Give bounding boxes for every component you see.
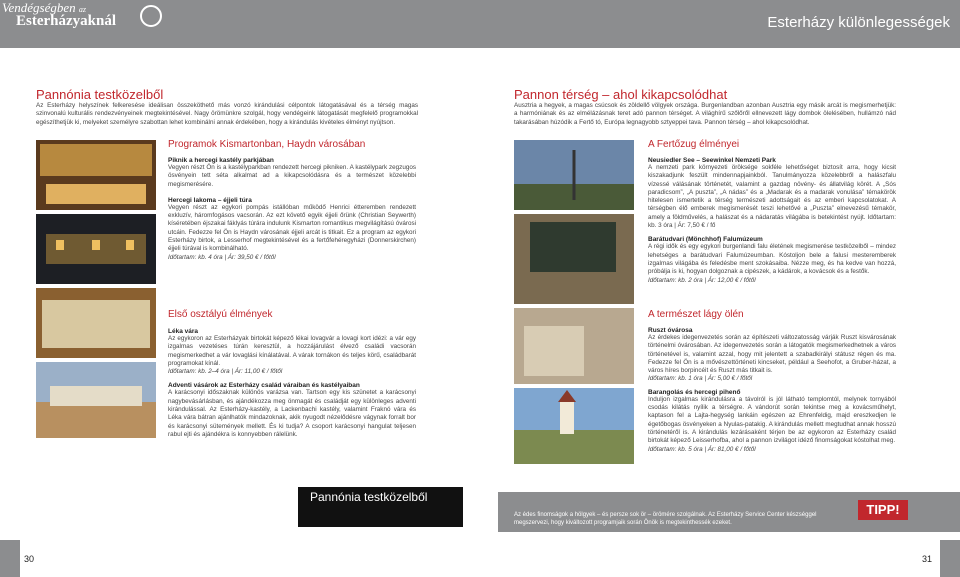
right-item4-text: Induljon izgalmas kirándulásra a távolról is jól látható templomtól, melynek tornyából csodás kilátás nyílik a térségre. A vándorút során tekintse meg a kovácsműhelyt, kaptason fel a Lajta-hegység lankáin egészen az Ehrenfeldig, majd ereszkedjen le égetőbogas ösvényeken a Nyulas-patakig. A kirándulás mellett megtudhat annak hosszú történetéről is. A kirándulás lezárásaként térjen be az egykoron az Esterházy család birtokát képező Leisserhofba, ahol a pannon izvilágot idéző finomságokat kóstolhat meg. bbox=[648, 395, 896, 445]
right-item3-text: Az érdekes idegenvezetés során az építészeti változatosság várják Ruszt kisvárosának történelmi óvárosában. Az idegenvezetés során a látogatók megismerkedhetnek a város történetével is, valamint azzal, hogy mit jelentett a szabadkirályi státusz régen és ma. Fedezze fel Ön is a mővészettörténeti kincseket, például a Seehofot, a Gruber-házat, a város híres borpincéit és Ruszt más titkait is. bbox=[648, 334, 896, 375]
logo-line1-small: az bbox=[78, 5, 87, 14]
footer-tip-text: Az édes finomságok a hölgyek – és persze sok ör – örömére szolgálnak. Az Esterházy Service Center készséggel megszervezi, hogy kiváltozott programjaik során Önök is megtekinthessék ezeket. bbox=[514, 512, 817, 526]
right-item1-title: Neusiedler See – Seewinkel Nemzeti Park bbox=[648, 157, 776, 164]
right-item3-title: Ruszt óvárosa bbox=[648, 327, 693, 334]
page-number-right: 31 bbox=[922, 554, 933, 564]
left-column-block1 bbox=[168, 153, 416, 262]
left-heading: Pannónia testközelből bbox=[36, 87, 164, 102]
left-item4-text: A karácsonyi időszaknak különös varázsa van. Tartson egy kis szünetet a karácsonyi nagybevásárlásban, és ajándékozza meg önmagát és családját egy különleges adventi kirándulással. Az Esterházy-kastély, a Lackenbachi kastély, valamint Fraknó vára és Léka vára bátran ajánlhatók mindazoknak, akik nyugodt nézelődésre vágynak forralt bor és karácsonyi sütemények mellett. És ki tudja? A csoport karácsonyi hangulat teljesen rabul ejti és ajándékra is konnyebben rálelünk. bbox=[168, 389, 416, 438]
logo-line2: Esterházyaknál bbox=[16, 13, 117, 29]
right-item4-meta: Időtartam: kb. 5 óra | Ár: 81,00 € / főtől bbox=[648, 445, 756, 453]
left-photo-column bbox=[36, 140, 156, 448]
left-item2-text: Vegyen részt az egykori pompás istállóban működő Henrici étteremben rendezett exkluzív, háromfogásos vacsorán. Az ezt követő egyik éjjeli őrünk (Christian Seywerth) kíséretében éjszakai fáklyás túrára indulunk Kismarton romantikus megvilágítású óvárosi utcáin. Fedezze fel Ön is Haydn városának éjjeli arcát is titkait. Ez a program az egykori Esterházy birtok, a Lesserhof megtekintésével és a fertőfehéregyházi (Donnerskirchen) éjjeli túrával is kombinálható. bbox=[168, 203, 416, 253]
right-column-block1 bbox=[648, 153, 896, 285]
left-item4-title: Adventi vásárok az Esterházy család váraiban és kastélyaiban bbox=[168, 382, 360, 390]
header-title: Esterházy különlegességek bbox=[767, 14, 950, 31]
left-sub2: Első osztályú élmények bbox=[168, 309, 273, 320]
left-item3-title: Léka vára bbox=[168, 328, 198, 335]
logo-emblem-icon bbox=[140, 5, 162, 27]
left-item1-text: Vegyen részt Ön is a kastélyparkban rendezett hercegi pikniken. A kastélypark zegzugos ösvényein tett séta alkalmat ad a kikapcsolódásra és a természet közelebbi megismerésére. bbox=[168, 164, 416, 188]
right-photo-column bbox=[514, 140, 634, 464]
right-sub2: A természet lágy ölén bbox=[648, 309, 744, 320]
page-bar-right bbox=[940, 540, 960, 577]
left-item2-title: Hercegi lakoma – éjjeli túra bbox=[168, 196, 252, 204]
right-item2-text: A régi idők és egy egykori burgenlandi falu életének megismerése testközelből – mindez lehetséges a barátudvari Falumúzeumban. Kóstoljon bele a falusi mesteremberek izgalmas világába és feledésbe ment szokásaiba. Nézze meg, és ha kedve van hozzá, próbálja is ki, hogyan dolgoznak a cipészek, a kádárok, a kovácsok és a festők. bbox=[648, 243, 896, 276]
tip-badge: TIPP! bbox=[858, 500, 908, 520]
right-intro: Ausztria a hegyek, a magas csúcsok és zöldellő völgyek országa. Burgenlandban azonban Ausztria egy másik arcát is megismerhetjük: a harmóniának és az elmélázásnak teret adó pannon térséget. A világhírű szőlőről ellnevezett lágy dombok ölelésében, hullámzó nád takarásában húzódik a Fertő tó, Európa legnagyobb sztyeppei tava. Pannon térség – ahol kikapcsolódhat. bbox=[514, 102, 896, 126]
logo-line1: Vendégségben bbox=[2, 0, 76, 15]
left-item3-text: Az egykoron az Esterházyak birtokát képező lékai lovagvár a lovagi kort idézi: a vár egy izgalmas vezetéses túrán keresztül, a hozzájárulást élvező családi vacsorán megismerkedhet a vár lovaglási kínálatával. A várak tornákon és teljes körű, családbarát programokat kínál. bbox=[168, 335, 416, 367]
right-item2-meta: Időtartam: kb. 2 óra | Ár: 12,00 € / főtől bbox=[648, 276, 756, 284]
right-column-block2 bbox=[648, 323, 896, 454]
right-heading: Pannon térség – ahol kikapcsolódhat bbox=[514, 87, 728, 102]
left-item2-meta: Időtartam: kb. 4 óra | Ár: 39,50 € / főtől bbox=[168, 253, 276, 261]
left-intro: Az Esterházy helyszínek felkeresése ideálisan összeköthető más vonzó kirándulási célpontok látogatásával és a térség magas szinvonalú kulturális rendezvényeinek megtekintésével. Nagy örömünkre szolgál, hogy vendégeink látogatását megfelelő programokkal egészíthetjük ki, melyeket személyre szabottan lehet kombinálni annak érdekében, hogy a kirándulás kivételes élményt nyújtson. bbox=[36, 102, 418, 126]
page-bar-left bbox=[0, 540, 20, 577]
right-item3-meta: Időtartam: kb. 1 óra | Ár: 5,00 € / főtől bbox=[648, 375, 753, 383]
right-item4-title: Barangolás és hercegi pihenő bbox=[648, 388, 741, 396]
left-sub1: Programok Kismartonban, Haydn városában bbox=[168, 139, 366, 150]
right-sub1: A Fertőzug élményei bbox=[648, 139, 740, 150]
left-column-block2 bbox=[168, 324, 416, 439]
left-item3-meta: Időtartam: kb. 2–4 óra | Ár: 11,00 € / főtől bbox=[168, 368, 283, 376]
right-item2-title: Barátudvari (Mönchhof) Falumúzeum bbox=[648, 236, 763, 244]
left-item1-title: Piknik a hercegi kastély parkjában bbox=[168, 157, 274, 164]
right-item1-text: A nemzeti park környezeti öröksége sokféle lehetőséget biztosít arra, hogy kicsit kiszakadjunk feszült mindennapjainkból. Tanulmányozza közelebbről a halászfalu vízessé válásának történetét, valamint a gazdag növény- és állatvilág körét. A „Sós paradicsom”, „A puszta”, „A nádas” és a „Madarak és a madarak vonulása” témakörök hitelesen ismertetik a térség természeti adottságait és az emberi kapcsolatokat. A térségben élő emberek megismerését teszi lehetővé a „Puszta” elnevezésű témakör, amely a földművelés, a halászat és a nádaratás világába is betekintést nyújt. Időtartam: kb. 3 óra | Ár: 7,50 € / fő bbox=[648, 164, 896, 230]
footer-box-title: Pannónia testközelből bbox=[298, 487, 463, 527]
page-number-left: 30 bbox=[24, 554, 35, 564]
